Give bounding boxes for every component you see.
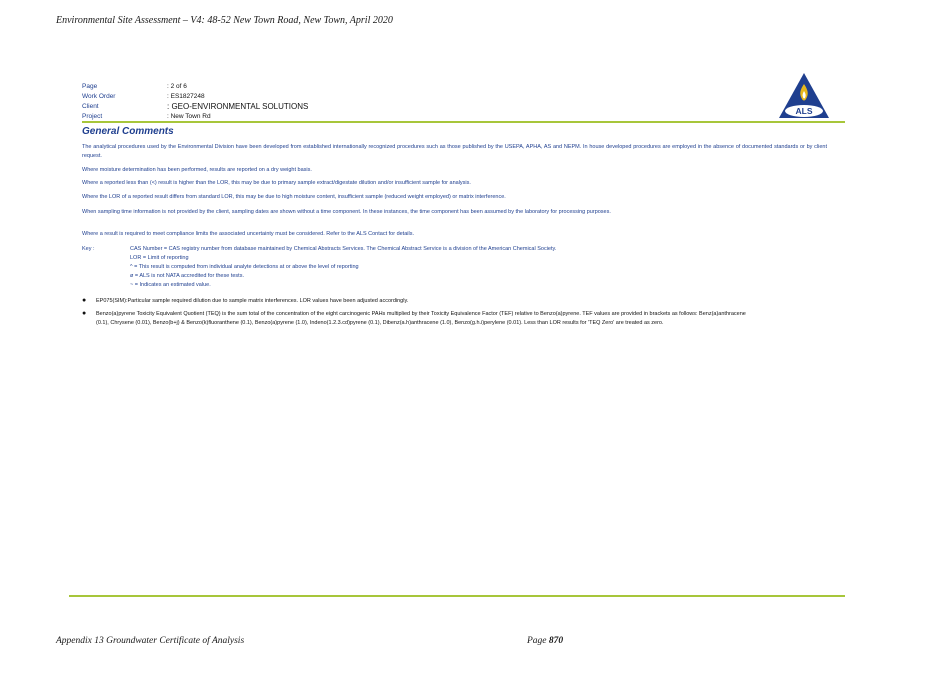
comment-paragraph-5: When sampling time information is not provided by the client, sampling dates are shown without a time component. In these instances, the time component has been assumed by the laboratory for processing purposes. [82, 209, 611, 215]
section-title: General Comments [82, 126, 174, 137]
report-meta [82, 82, 308, 122]
bullet-item [82, 310, 747, 327]
als-logo [778, 72, 830, 120]
key-line: ~ = Indicates an estimated value. [130, 282, 211, 288]
footer-page-number [527, 636, 563, 646]
meta-label-project: Project [82, 113, 103, 120]
meta-row-work-order [82, 92, 308, 102]
logo-text: ALS [795, 106, 813, 116]
bullet-dot-icon: ● [82, 297, 87, 304]
footer-appendix-title: Appendix 13 Groundwater Certificate of Analysis [56, 636, 245, 646]
meta-row-client [82, 102, 308, 112]
footer-page-label: Page [527, 636, 547, 646]
comment-paragraph-4: Where the LOR of a reported result differs from standard LOR, this may be due to high moisture content, insufficient sample (reduced weight employed) or matrix interference. [82, 194, 506, 200]
meta-value-work-order: : ES1827248 [167, 93, 205, 100]
key-line: ø = ALS is not NATA accredited for these tests. [130, 273, 244, 279]
meta-label-client: Client [82, 103, 99, 110]
footer-divider [69, 595, 845, 597]
header-divider [82, 121, 845, 123]
meta-label-page: Page [82, 83, 98, 90]
bullet-text: EP075(SIM):Particular sample required dilution due to sample matrix interferences. LOR values have been adjusted accordingly. [96, 298, 409, 304]
key-label: Key : [82, 246, 95, 252]
document-header-title: Environmental Site Assessment – V4: 48-52 New Town Road, New Town, April 2020 [56, 15, 393, 26]
meta-value-client: : GEO-ENVIRONMENTAL SOLUTIONS [167, 102, 309, 111]
meta-label-work-order: Work Order [82, 93, 116, 100]
meta-row-page [82, 82, 308, 92]
bullet-text: Benzo(a)pyrene Toxicity Equivalent Quotient (TEQ) is the sum total of the concentration of the eight carcinogenic PAHs multiplied by their Toxicity Equivalence Factor (TEF) relative to Benzo(a)pyrene. TEF values are provided in brackets as follows: Benz(a)anthracene (0.1), Chrysene (0.01), Benzo(b+j) & Benzo(k)fluoranthene (0.1), Benzo(a)pyrene (1.0), Indeno(1.2.3.cd)pyrene (0.1), Dibenz(a.h)anthracene (1.0), Benzo(g.h.i)perylene (0.01). Less than LOR results for 'TEQ Zero' are treated as zero. [96, 311, 746, 326]
comment-paragraph-2: Where moisture determination has been performed, results are reported on a dry weight basis. [82, 167, 312, 173]
comment-paragraph-6: Where a result is required to meet compliance limits the associated uncertainty must be considered. Refer to the ALS Contact for details. [82, 231, 414, 237]
comment-paragraph-1: The analytical procedures used by the Environmental Division have been developed from established internationally recognized procedures such as those published by the USEPA, APHA, AS and NEPM. In house developed procedures are employed in the absence of documented standards or by client request. [82, 144, 827, 159]
meta-value-page: : 2 of 6 [167, 83, 187, 90]
key-line: LOR = Limit of reporting [130, 255, 189, 261]
key-definitions [130, 245, 690, 290]
bullet-dot-icon: ● [82, 310, 87, 317]
comment-paragraph-3: Where a reported less than (<) result is higher than the LOR, this may be due to primary sample extract/digestate dilution and/or insufficient sample for analysis. [82, 180, 471, 186]
footer-page-value: 870 [548, 636, 564, 646]
bullet-item [82, 297, 408, 306]
key-line: ^ = This result is computed from individual analyte detections at or above the level of reporting [130, 264, 359, 270]
key-line: CAS Number = CAS registry number from database maintained by Chemical Abstracts Services. The Chemical Abstract Service is a division of the American Chemical Society. [130, 246, 557, 252]
meta-value-project: : New Town Rd [167, 113, 211, 120]
